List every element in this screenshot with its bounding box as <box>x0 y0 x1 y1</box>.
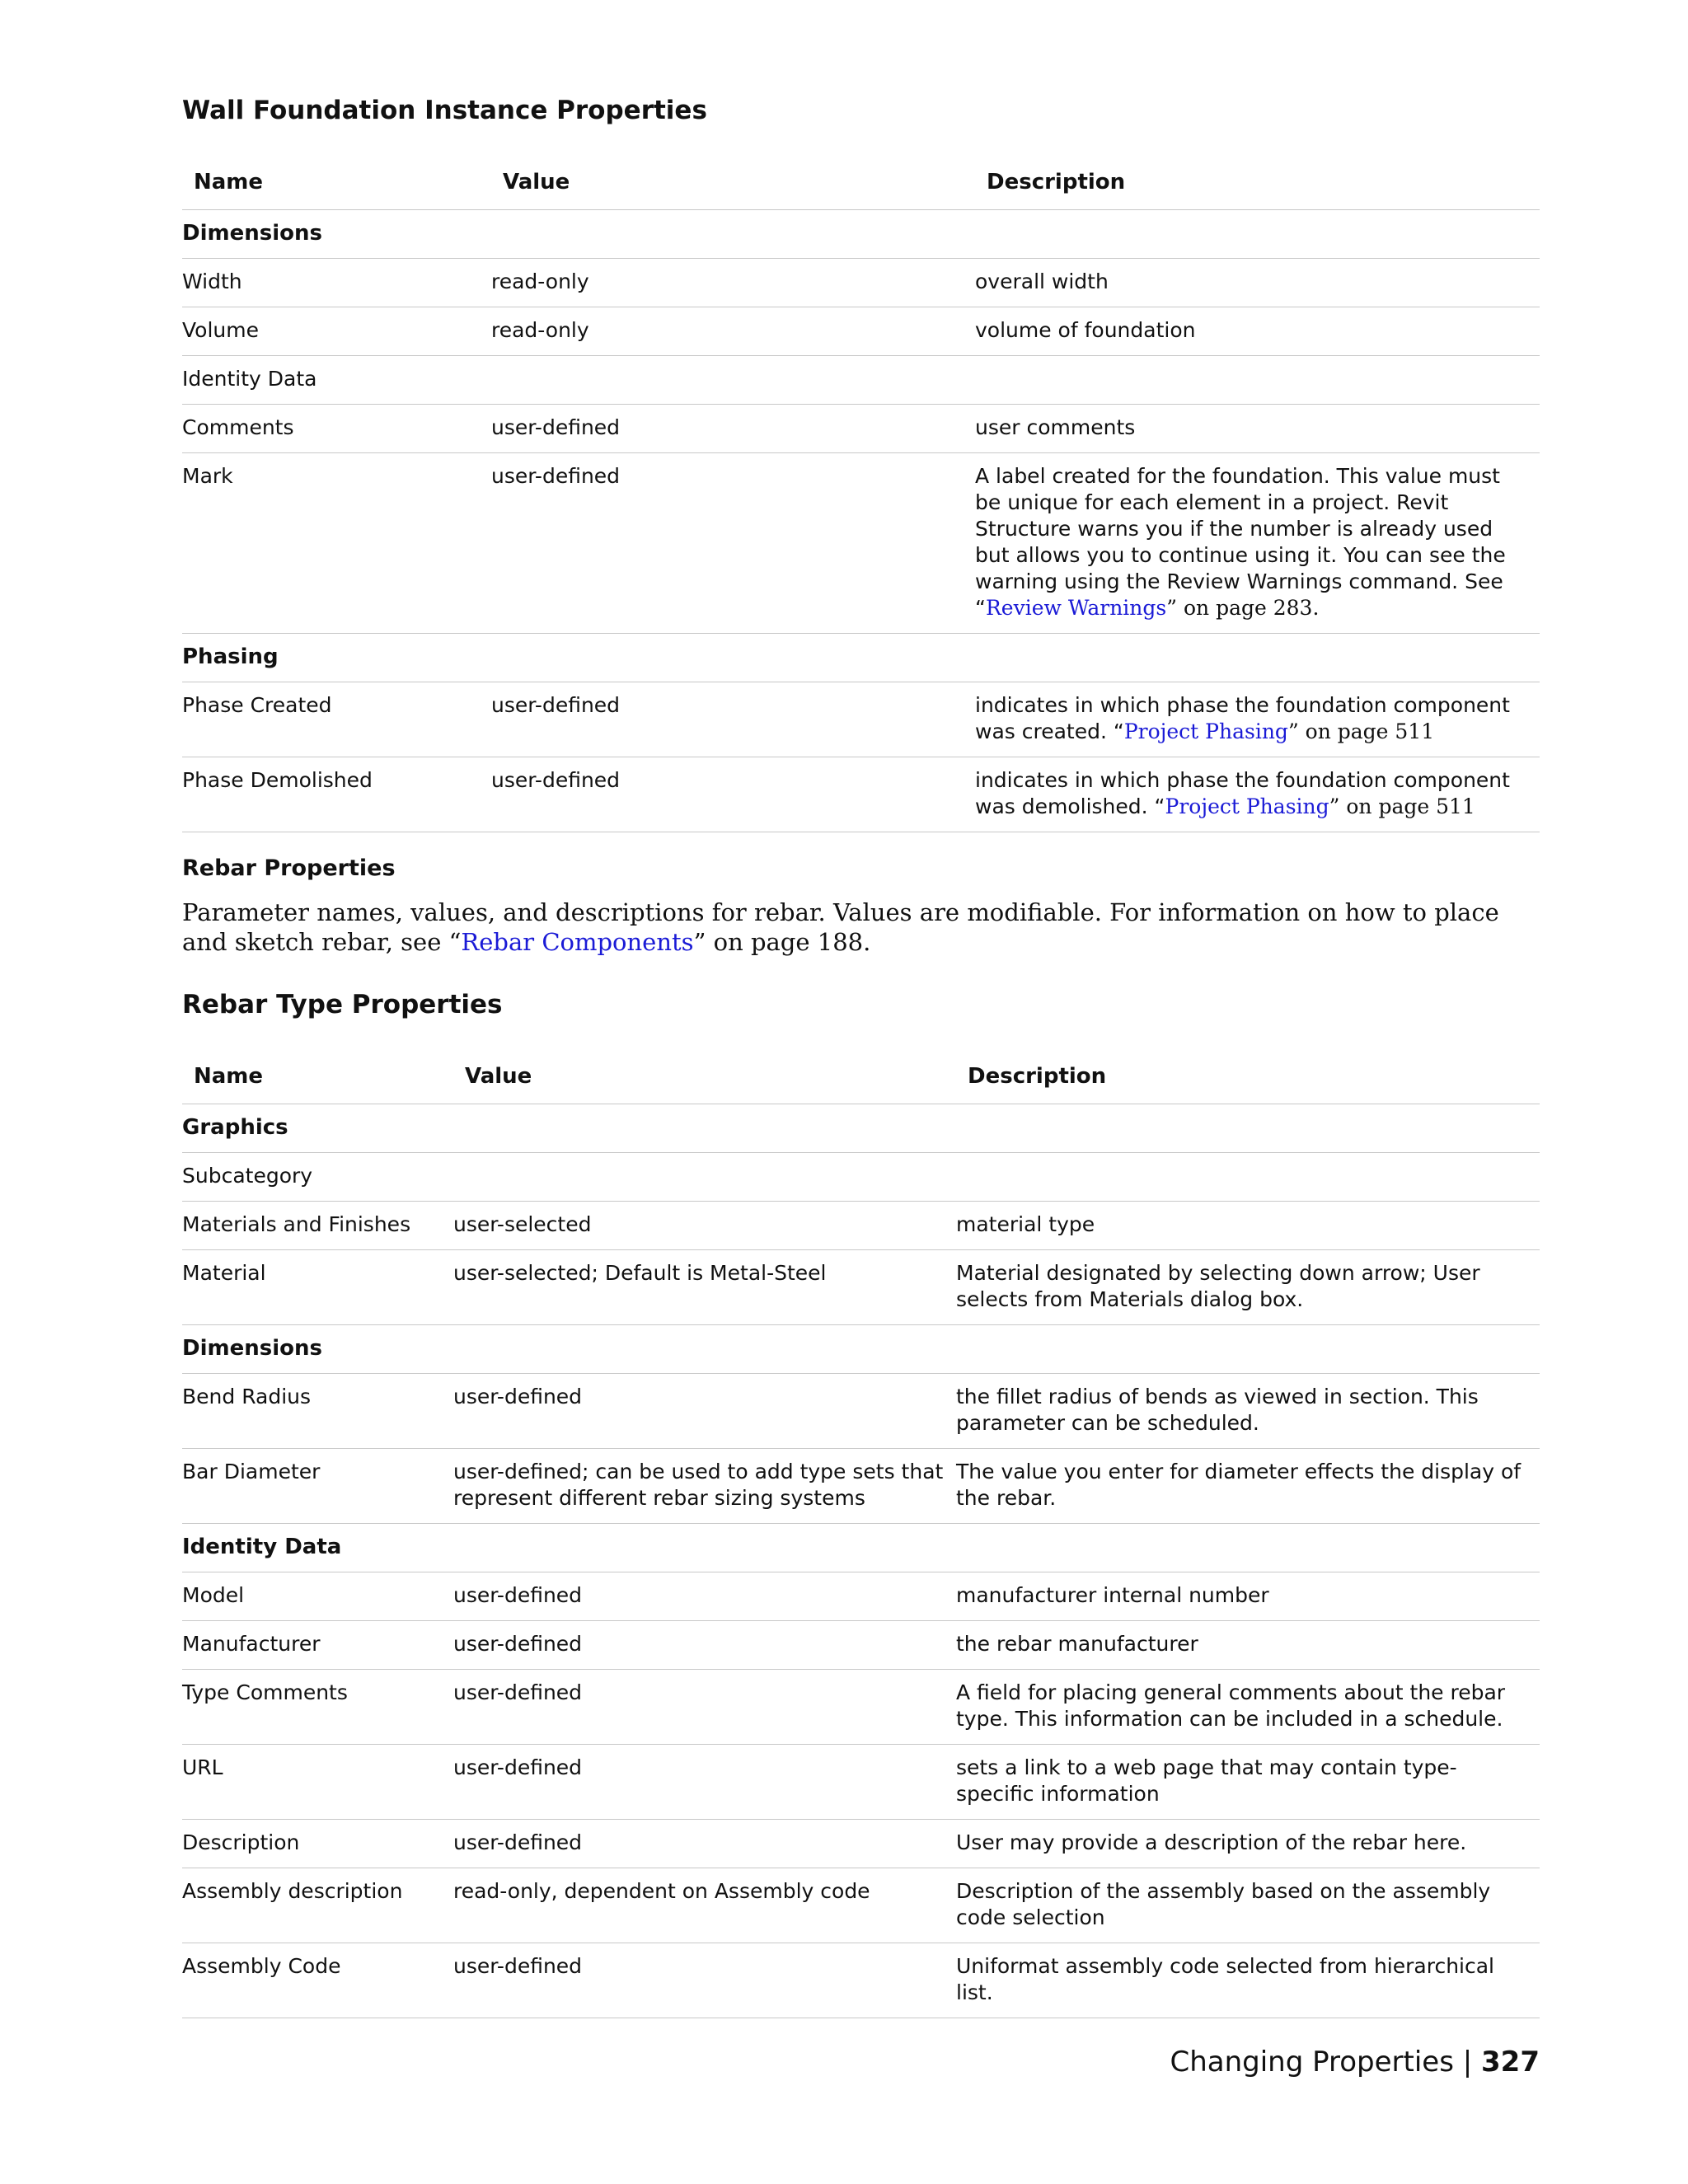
description-text: Uniformat assembly code selected from hierarchical list. <box>956 1954 1494 2004</box>
cell-description <box>956 1374 1540 1449</box>
description-text: Description of the assembly based on the assembly code selection <box>956 1879 1491 1929</box>
cell-description <box>956 1820 1540 1868</box>
cell-value: read-only, dependent on Assembly code <box>453 1868 956 1943</box>
category-label: Graphics <box>182 1104 1540 1153</box>
description-text: sets a link to a web page that may contain type-specific information <box>956 1755 1457 1806</box>
header-name: Name <box>182 1049 453 1104</box>
rebar-properties-paragraph <box>182 898 1540 957</box>
cell-description <box>956 1250 1540 1325</box>
page-reference: ” on page 511 <box>1287 719 1435 743</box>
wall-foundation-table <box>182 155 1540 832</box>
table-row <box>182 1745 1540 1820</box>
table-row <box>182 1868 1540 1943</box>
cell-name: Subcategory <box>182 1153 453 1202</box>
header-value: Value <box>491 155 975 210</box>
description-text: A label created for the foundation. This value must be unique for each element in a project. Revit Structure warns you if the number is already used but allows you to continue using it. You can see the warning using the Review Warnings command. See “ <box>975 464 1506 620</box>
cell-value: user-defined <box>491 453 975 634</box>
table-row <box>182 1820 1540 1868</box>
cell-description <box>956 1572 1540 1621</box>
page-footer <box>1170 2046 1540 2079</box>
rebar-type-table <box>182 1049 1540 2018</box>
table-row <box>182 1621 1540 1670</box>
cell-description <box>956 1943 1540 2018</box>
description-text: the rebar manufacturer <box>956 1632 1198 1656</box>
table-row <box>182 757 1540 832</box>
cell-name: Assembly Code <box>182 1943 453 2018</box>
rebar-type-rows <box>182 1104 1540 2018</box>
table-row <box>182 259 1540 307</box>
cell-value: user-defined <box>453 1745 956 1820</box>
category-row <box>182 634 1540 682</box>
table-header-row <box>182 1049 1540 1104</box>
header-value: Value <box>453 1049 956 1104</box>
cross-reference-link[interactable]: Project Phasing <box>1165 794 1329 818</box>
cell-name: Type Comments <box>182 1670 453 1745</box>
description-text: indicates in which phase the foundation component was demolished. “ <box>975 768 1510 818</box>
category-label: Dimensions <box>182 1325 1540 1374</box>
cell-name: Material <box>182 1250 453 1325</box>
cell-name: URL <box>182 1745 453 1820</box>
table-row <box>182 1374 1540 1449</box>
cell-name: Description <box>182 1820 453 1868</box>
category-row <box>182 1325 1540 1374</box>
cell-value: user-defined; can be used to add type sets that represent different rebar sizing systems <box>453 1449 956 1524</box>
rebar-components-link[interactable]: Rebar Components <box>461 928 694 956</box>
category-label: Identity Data <box>182 1524 1540 1572</box>
footer-section-title: Changing Properties <box>1170 2046 1454 2079</box>
page-reference: ” on page 511 <box>1329 794 1475 818</box>
cell-name: Comments <box>182 405 491 453</box>
cell-value: user-selected; Default is Metal-Steel <box>453 1250 956 1325</box>
header-description: Description <box>956 1049 1540 1104</box>
cell-description <box>956 1449 1540 1524</box>
cell-value: user-defined <box>491 682 975 757</box>
cell-description <box>956 1202 1540 1250</box>
description-text: The value you enter for diameter effects the display of the rebar. <box>956 1460 1522 1510</box>
cell-value: user-defined <box>453 1943 956 2018</box>
table-row <box>182 1572 1540 1621</box>
cell-name: Bar Diameter <box>182 1449 453 1524</box>
table-row <box>182 1202 1540 1250</box>
category-row <box>182 1104 1540 1153</box>
table-row <box>182 307 1540 356</box>
wall-foundation-title: Wall Foundation Instance Properties <box>182 96 707 125</box>
table-row <box>182 1449 1540 1524</box>
table-row <box>182 682 1540 757</box>
cell-description <box>956 1670 1540 1745</box>
cell-value <box>453 1153 956 1202</box>
description-text: Material designated by selecting down arrow; User selects from Materials dialog box. <box>956 1261 1480 1311</box>
cell-description <box>975 757 1540 832</box>
cell-value: user-defined <box>453 1621 956 1670</box>
cell-description <box>956 1621 1540 1670</box>
table-row <box>182 453 1540 634</box>
cell-name: Mark <box>182 453 491 634</box>
description-text: A field for placing general comments about the rebar type. This information can be included in a schedule. <box>956 1680 1506 1731</box>
table-row <box>182 1153 1540 1202</box>
paragraph-text: Parameter names, values, and descriptions for rebar. Values are modifiable. For information on how to place and sketch rebar, see “ <box>182 898 1499 956</box>
cross-reference-link[interactable]: Review Warnings <box>985 596 1167 620</box>
cell-name: Identity Data <box>182 356 491 405</box>
description-text: User may provide a description of the rebar here. <box>956 1830 1467 1854</box>
header-description: Description <box>975 155 1540 210</box>
header-name: Name <box>182 155 491 210</box>
table-row <box>182 356 1540 405</box>
cell-value <box>491 356 975 405</box>
cell-description <box>956 1153 1540 1202</box>
description-text: manufacturer internal number <box>956 1583 1269 1607</box>
cell-value: read-only <box>491 307 975 356</box>
description-text: user comments <box>975 415 1136 439</box>
cell-description <box>975 682 1540 757</box>
table-row <box>182 1943 1540 2018</box>
page-number: 327 <box>1481 2046 1540 2079</box>
cell-description <box>956 1868 1540 1943</box>
description-text: the fillet radius of bends as viewed in section. This parameter can be scheduled. <box>956 1385 1479 1435</box>
footer-separator: | <box>1462 2046 1473 2079</box>
description-text: volume of foundation <box>975 318 1196 342</box>
cell-value: user-defined <box>491 405 975 453</box>
cell-name: Volume <box>182 307 491 356</box>
table-row <box>182 1250 1540 1325</box>
description-text: material type <box>956 1212 1095 1236</box>
cell-value: user-defined <box>453 1374 956 1449</box>
table-header-row <box>182 155 1540 210</box>
category-row <box>182 1524 1540 1572</box>
cell-value: user-selected <box>453 1202 956 1250</box>
table-row <box>182 405 1540 453</box>
cell-name: Materials and Finishes <box>182 1202 453 1250</box>
cell-name: Manufacturer <box>182 1621 453 1670</box>
cell-description <box>975 259 1540 307</box>
cell-name: Bend Radius <box>182 1374 453 1449</box>
cell-description <box>975 307 1540 356</box>
paragraph-text-after: ” on page 188. <box>693 928 871 956</box>
rebar-type-title: Rebar Type Properties <box>182 990 503 1019</box>
description-text: overall width <box>975 269 1109 293</box>
table-row <box>182 1670 1540 1745</box>
cell-name: Width <box>182 259 491 307</box>
cell-value: read-only <box>491 259 975 307</box>
cell-description <box>975 405 1540 453</box>
page-reference: ” on page 283. <box>1166 596 1320 620</box>
wall-foundation-rows <box>182 210 1540 832</box>
cell-description <box>975 453 1540 634</box>
category-label: Phasing <box>182 634 1540 682</box>
cell-value: user-defined <box>453 1572 956 1621</box>
cell-name: Phase Demolished <box>182 757 491 832</box>
rebar-properties-title: Rebar Properties <box>182 855 396 881</box>
cell-description <box>975 356 1540 405</box>
category-label: Dimensions <box>182 210 1540 259</box>
cell-value: user-defined <box>491 757 975 832</box>
cell-value: user-defined <box>453 1670 956 1745</box>
category-row <box>182 210 1540 259</box>
description-text: indicates in which phase the foundation component was created. “ <box>975 693 1510 743</box>
cell-description <box>956 1745 1540 1820</box>
cell-name: Phase Created <box>182 682 491 757</box>
cell-name: Assembly description <box>182 1868 453 1943</box>
cell-value: user-defined <box>453 1820 956 1868</box>
cross-reference-link[interactable]: Project Phasing <box>1123 719 1288 743</box>
cell-name: Model <box>182 1572 453 1621</box>
